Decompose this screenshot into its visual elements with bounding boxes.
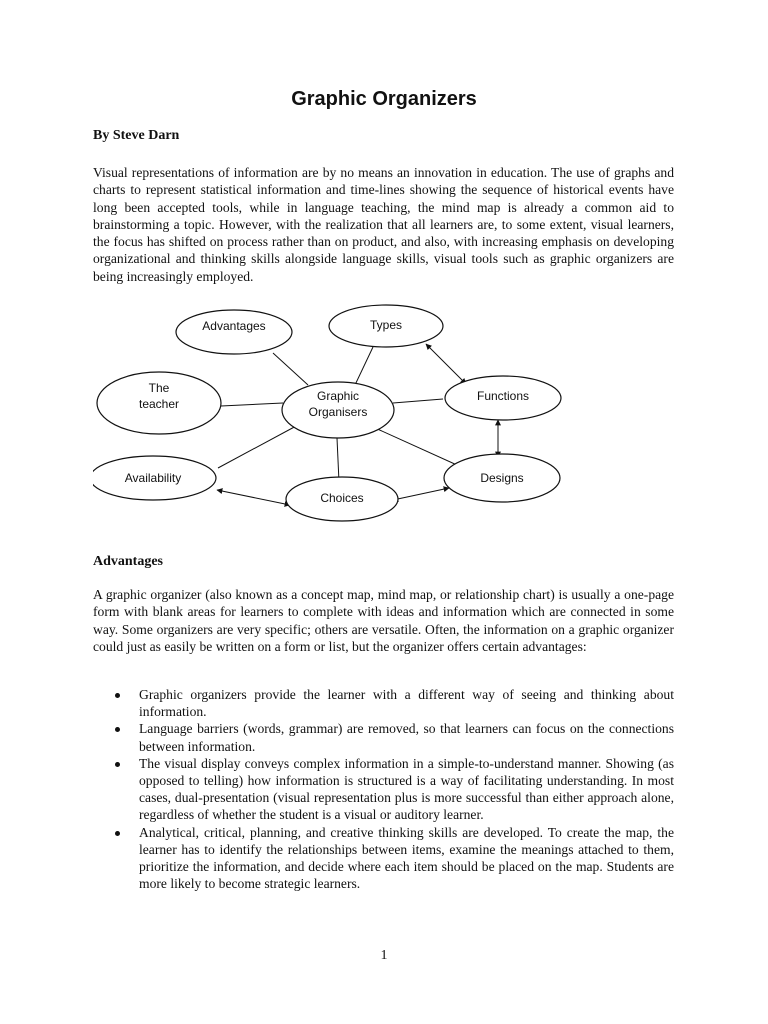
node-teacher-label-1: The xyxy=(148,381,170,395)
node-functions-label: Functions xyxy=(476,389,530,403)
graphic-organizer-diagram xyxy=(93,300,673,535)
arrow-types-functions xyxy=(426,344,466,384)
connector-types xyxy=(355,347,373,385)
connector-designs xyxy=(373,427,468,470)
section-heading-advantages: Advantages xyxy=(93,554,164,569)
bullet-item xyxy=(93,720,674,754)
advantages-bullet-list xyxy=(93,686,674,892)
node-teacher-label-2: teacher xyxy=(138,397,180,411)
advantages-paragraph: A graphic organizer (also known as a concept map, mind map, or relationship chart) is usually a one-page form with blank areas for learners to complete with ideas and information which are connected in some way. Some organizers are very specific; others are versatile. Often, the information on a graphic organizer could just as easily be written on a form or list, but the organizer offers certain advantages: xyxy=(93,587,674,654)
bullet-text: Language barriers (words, grammar) are removed, so that learners can focus on the connections between information. xyxy=(139,721,674,754)
connector-choices xyxy=(337,438,339,482)
node-types-label: Types xyxy=(369,318,403,332)
arrow-availability-choices xyxy=(217,490,290,505)
node-center-label-2: Organisers xyxy=(308,405,368,419)
intro-paragraph: Visual representations of information are by no means an innovation in education. The use of graphs and charts to represent statistical information and time-lines showing the sequence of historical events have long been accepted tools, while in language teaching, the mind map is already a common aid to brainstorming a topic. However, with the realization that all learners are, to some extent, visual learners, the focus has shifted on process rather than on product, and also, with increasing emphasis on developing organizational and thinking skills alongside language skills, visual tools such as graphic organizers are being increasingly employed. xyxy=(93,165,674,284)
bullet-dot-icon xyxy=(115,727,120,732)
document-title: Graphic Organizers xyxy=(291,88,477,110)
node-advantages-label: Advantages xyxy=(202,319,266,333)
bullet-dot-icon xyxy=(115,693,120,698)
bullet-item xyxy=(93,686,674,720)
bullet-item xyxy=(93,824,674,893)
node-choices-label: Choices xyxy=(320,491,364,505)
node-center-label-1: Graphic xyxy=(316,389,360,403)
connector-functions xyxy=(393,399,443,403)
bullet-text: The visual display conveys complex information in a simple-to-understand manner. Showing (as opposed to telling) how information is structured is a way of facilitating understanding. In most cases, dual-presentation (visual representation plus is more successful than either approach alone, regardless of whether the student is a visual or auditory learner. xyxy=(139,755,674,823)
bullet-dot-icon xyxy=(115,831,120,836)
node-designs-label: Designs xyxy=(480,471,524,485)
page-number: 1 xyxy=(380,948,388,963)
arrow-choices-designs xyxy=(393,488,449,500)
bullet-text: Analytical, critical, planning, and creative thinking skills are developed. To create the map, the learner has to identify the relationships between items, examine the meanings attached to them, prioritize the information, and decide where each item should be placed on the map. Students are more likely to become strategic learners. xyxy=(139,824,674,892)
connector-teacher xyxy=(221,403,283,406)
connector-availability xyxy=(218,425,298,468)
connector-advantages xyxy=(273,353,308,385)
bullet-item xyxy=(93,755,674,824)
bullet-text: Graphic organizers provide the learner with a different way of seeing and thinking about information. xyxy=(139,687,674,720)
node-availability-label: Availability xyxy=(124,471,182,485)
bullet-dot-icon xyxy=(115,762,120,767)
author-byline: By Steve Darn xyxy=(93,128,180,143)
